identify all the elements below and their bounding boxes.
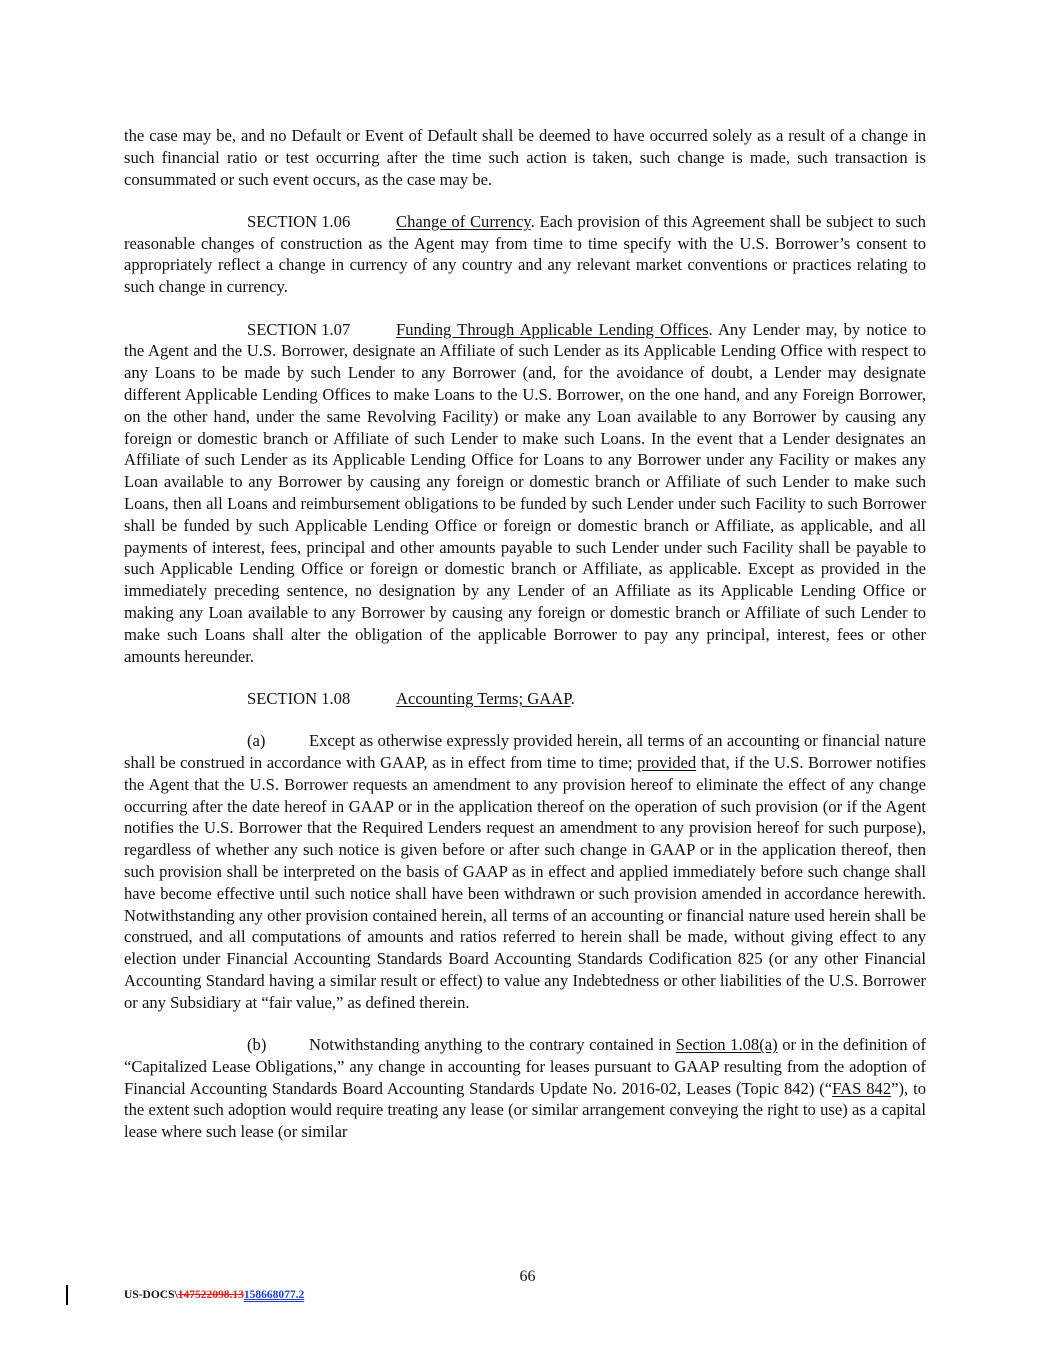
section-text: . Each provision of this Agreement shall be subject to such reasonable changes of construction as the Agent may from time to time specify with the U.S. Borrower’s consent to appropriately reflect a change in currency of any country and any relevant market conventions or practices relating to such change in currency. [124,211,926,297]
section-heading-tail: . [570,688,575,708]
section-1-08 [124,688,926,710]
doc-id-prefix: US-DOCS\ [124,1289,178,1301]
document-body [124,125,926,1163]
provided-term: provided [637,752,697,772]
doc-id-inserted: 158668077.2 [243,1289,305,1301]
defined-term: FAS 842 [832,1078,892,1098]
section-number: SECTION 1.06 [247,211,351,231]
subsection-text: Notwithstanding anything to the contrary contained in [309,1034,676,1054]
section-1-08-b [124,1034,926,1143]
subsection-text: ”), to the extent such adoption would require treating any lease (or similar arrangement conveying the right to use) as a capital lease where such lease (or similar [124,1078,926,1142]
section-reference: Section 1.08(a) [675,1034,778,1054]
section-number: SECTION 1.07 [247,319,351,339]
page-number: 66 [519,1268,536,1285]
continuation-paragraph: the case may be, and no Default or Event of Default shall be deemed to have occurred solely as a result of a change in such financial ratio or test occurring after the time such action is taken, such change is made, such transaction is consummated or such event occurs, as the case may be. [124,126,926,189]
section-text: . Any Lender may, by notice to the Agent and the U.S. Borrower, designate an Affiliate of such Lender as its Applicable Lending Office with respect to any Loans to be made by such Lender to any Borrower (and, for the avoidance of doubt, a Lender may designate different Applicable Lending Offices to make Loans to the U.S. Borrower, on the one hand, and any Foreign Borrower, on the other hand, under the same Revolving Facility) or make any Loan available to any Borrower by causing any foreign or domestic branch or Affiliate of such Lender to make such Loans. In the event that a Lender designates an Affiliate of such Lender as its Applicable Lending Office for Loans to any Borrower under any Facility or makes any Loan available to any Borrower by causing any foreign or domestic branch or Affiliate of such Lender to make such Loans, then all Loans and reimbursement obligations to be funded by such Lender under such Facility to such Borrower shall be funded by such Applicable Lending Office or foreign or domestic branch or Affiliate, as applicable, and all payments of interest, fees, principal and other amounts payable to such Lender under such Facility shall be payable to such Applicable Lending Office or foreign or domestic branch or Affiliate, as applicable. Except as provided in the immediately preceding sentence, no designation by any Lender of an Affiliate as its Applicable Lending Office or making any Loan available to any Borrower by causing any foreign or domestic branch or Affiliate of such Lender to make such Loans shall alter the obligation of the applicable Borrower to pay any principal, interest, fees or other amounts hereunder. [124,319,927,666]
subsection-label: (b) [247,1034,267,1054]
doc-id-deleted: 147522098.13 [177,1289,244,1301]
subsection-text: or in the definition of “Capitalized Lease Obligations,” any change in accounting for leases pursuant to GAAP resulting from the adoption of Financial Accounting Standards Board Accounting Standards Update No. 2016-02, Leases (Topic 842) (“ [124,1034,926,1098]
section-heading: Funding Through Applicable Lending Offices [396,319,709,339]
section-1-08-a [124,730,926,1013]
section-heading: Accounting Terms; GAAP [396,688,571,708]
section-number: SECTION 1.08 [247,688,351,708]
section-1-06 [124,211,926,298]
change-bar [66,1285,68,1305]
subsection-text: that, if the U.S. Borrower notifies the Agent that the U.S. Borrower requests an amendment to any provision hereof to eliminate the effect of any change occurring after the date hereof in GAAP or in the application thereof on the operation of such provision (or if the Agent notifies the U.S. Borrower that the Required Lenders request an amendment to any provision hereof for such purpose), regardless of whether any such notice is given before or after such change in GAAP or in the application thereof, then such provision shall be interpreted on the basis of GAAP as in effect and applied immediately before such change shall have become effective until such notice shall have been withdrawn or such provision amended in accordance herewith. Notwithstanding any other provision contained herein, all terms of an accounting or financial nature used herein shall be construed, and all computations of amounts and ratios referred to herein shall be made, without giving effect to any election under Financial Accounting Standards Board Accounting Standards Codification 825 (or any other Financial Accounting Standard having a similar result or effect) to value any Indebtedness or other liabilities of the U.S. Borrower or any Subsidiary at “fair value,” as defined therein. [124,752,926,1012]
section-heading: Change of Currency [396,211,531,231]
subsection-text: Except as otherwise expressly provided herein, all terms of an accounting or financial nature shall be construed in accordance with GAAP, as in effect from time to time; [124,731,926,772]
subsection-label: (a) [247,731,266,751]
document-id [124,1289,304,1301]
section-1-07 [124,319,926,668]
